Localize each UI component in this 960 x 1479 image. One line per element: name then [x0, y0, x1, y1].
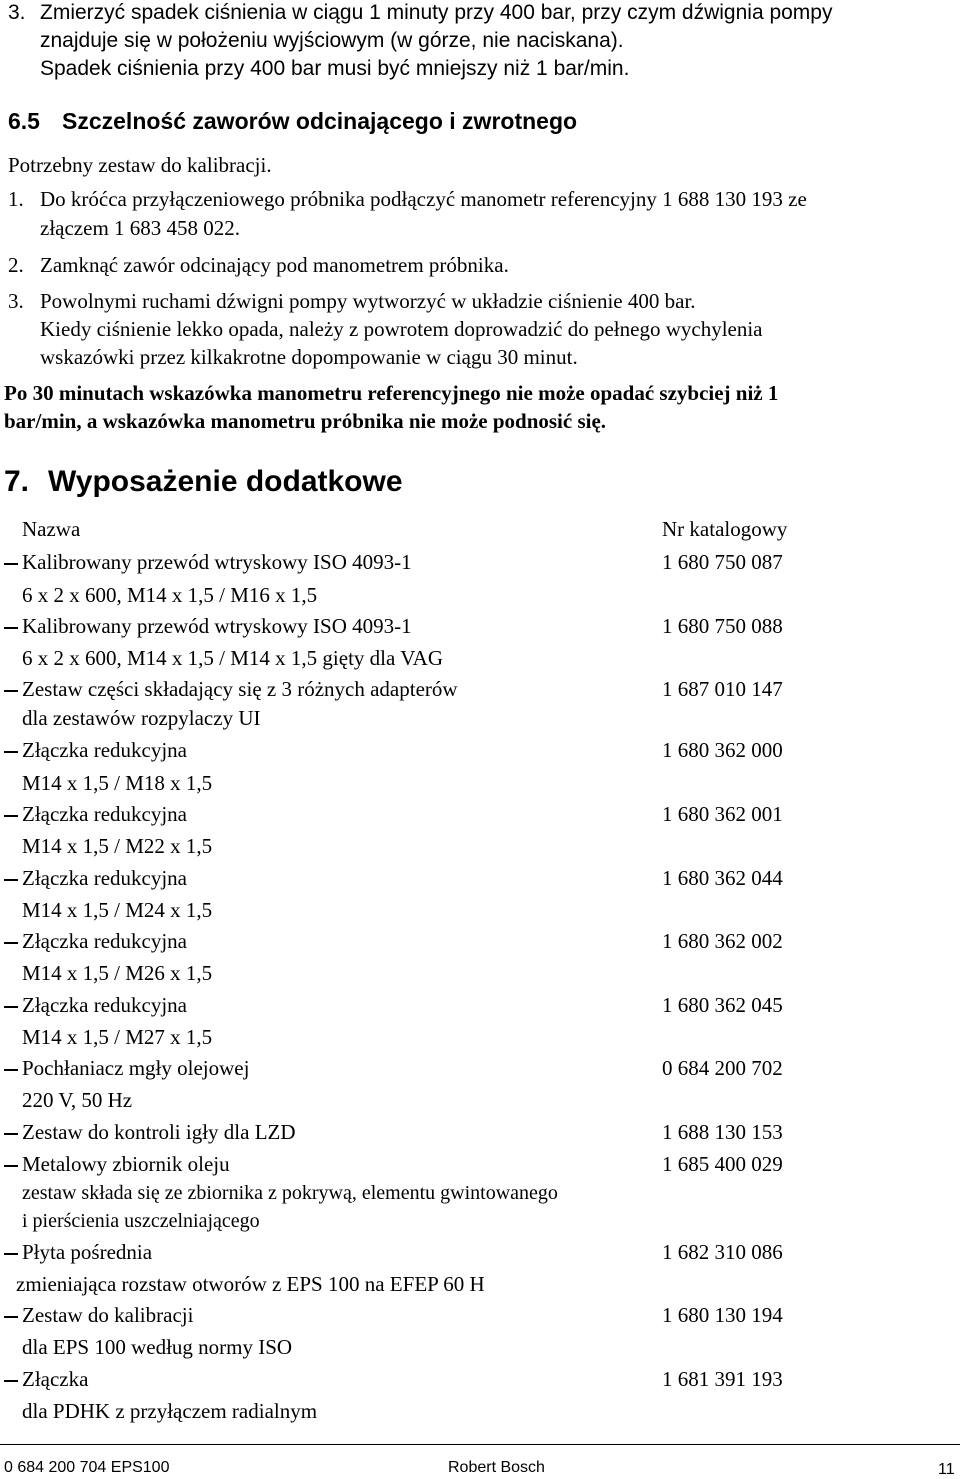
item-code: 1 680 362 001 — [662, 802, 783, 826]
dash-bullet — [4, 942, 18, 944]
item-name: Zestaw do kalibracji — [22, 1303, 194, 1327]
item-code: 1 685 400 029 — [662, 1152, 783, 1176]
step-number: 1. — [8, 187, 24, 211]
dash-bullet — [4, 1069, 18, 1071]
item-desc: 6 x 2 x 600, M14 x 1,5 / M14 x 1,5 gięty dla VAG — [22, 646, 443, 670]
item-code: 1 687 010 147 — [662, 677, 783, 701]
item-desc: M14 x 1,5 / M27 x 1,5 — [22, 1025, 213, 1049]
step-text-line: Do króćca przyłączeniowego próbnika podłączyć manometr referencyjny 1 688 130 193 ze — [40, 187, 807, 211]
item-name: Zestaw części składający się z 3 różnych adapterów — [22, 677, 458, 701]
item-desc: 220 V, 50 Hz — [22, 1088, 133, 1112]
step-text-line: Zmierzyć spadek ciśnienia w ciągu 1 minuty przy 400 bar, przy czym dźwignia pompy — [40, 1, 833, 24]
item-name: Kalibrowany przewód wtryskowy ISO 4093-1 — [22, 614, 412, 638]
dash-bullet — [4, 627, 18, 629]
item-code: 1 680 130 194 — [662, 1303, 783, 1327]
step-text-line: złączem 1 683 458 022. — [40, 216, 241, 240]
dash-bullet — [4, 1165, 18, 1167]
item-code: 1 680 750 087 — [662, 550, 783, 574]
item-name: Złączka redukcyjna — [22, 993, 187, 1017]
step-text-line: Spadek ciśnienia przy 400 bar musi być mniejszy niż 1 bar/min. — [40, 57, 630, 80]
step-number: 3. — [8, 289, 24, 313]
item-desc: M14 x 1,5 / M18 x 1,5 — [22, 771, 213, 795]
item-name: Pochłaniacz mgły olejowej — [22, 1056, 250, 1080]
item-name: Kalibrowany przewód wtryskowy ISO 4093-1 — [22, 550, 412, 574]
item-desc: dla EPS 100 według normy ISO — [22, 1335, 293, 1359]
item-desc: zmieniająca rozstaw otworów z EPS 100 na EFEP 60 H — [16, 1272, 485, 1296]
item-name: Zestaw do kontroli igły dla LZD — [22, 1120, 296, 1144]
section-intro: Potrzebny zestaw do kalibracji. — [8, 153, 272, 177]
item-desc: M14 x 1,5 / M26 x 1,5 — [22, 961, 213, 985]
item-name: Złączka — [22, 1367, 89, 1391]
step-text-line: Zamknąć zawór odcinający pod manometrem próbnika. — [40, 253, 509, 277]
dash-bullet — [4, 1133, 18, 1135]
footer-doc-id: 0 684 200 704 EPS100 — [4, 1459, 170, 1476]
dash-bullet — [4, 1380, 18, 1382]
step-text-line: wskazówki przez kilkakrotne dopompowanie w ciągu 30 minut. — [40, 345, 578, 369]
step-number: 3. — [8, 1, 26, 24]
section-number: 6.5 — [8, 108, 40, 134]
item-code: 1 680 362 000 — [662, 738, 783, 762]
dash-bullet — [4, 751, 18, 753]
dash-bullet — [4, 1316, 18, 1318]
item-desc: dla zestawów rozpylaczy UI — [22, 706, 261, 730]
step-number: 2. — [8, 253, 24, 277]
item-desc: zestaw składa się ze zbiornika z pokrywą, elementu gwintowanego — [22, 1182, 558, 1204]
dash-bullet — [4, 1253, 18, 1255]
page-number: 11 — [938, 1461, 955, 1478]
section-number: 7. — [4, 465, 30, 498]
item-code: 1 680 362 045 — [662, 993, 783, 1017]
item-name: Płyta pośrednia — [22, 1240, 153, 1264]
item-code: 1 680 362 044 — [662, 866, 783, 890]
note-line: Po 30 minutach wskazówka manometru referencyjnego nie może opadać szybciej niż 1 — [4, 381, 779, 405]
dash-bullet — [4, 563, 18, 565]
item-code: 1 688 130 153 — [662, 1120, 783, 1144]
section-title: Wyposażenie dodatkowe — [48, 465, 403, 498]
dash-bullet — [4, 690, 18, 692]
item-desc: i pierścienia uszczelniającego — [22, 1210, 260, 1232]
step-text-line: Kiedy ciśnienie lekko opada, należy z powrotem doprowadzić do pełnego wychylenia — [40, 317, 763, 341]
note-line: bar/min, a wskazówka manometru próbnika nie może podnosić się. — [4, 409, 607, 433]
step-text-line: Powolnymi ruchami dźwigni pompy wytworzyć w układzie ciśnienie 400 bar. — [40, 289, 696, 313]
item-code: 1 680 362 002 — [662, 929, 783, 953]
item-desc: M14 x 1,5 / M24 x 1,5 — [22, 898, 213, 922]
item-code: 1 680 750 088 — [662, 614, 783, 638]
section-title: Szczelność zaworów odcinającego i zwrotnego — [62, 108, 578, 134]
step-text-line: znajduje się w położeniu wyjściowym (w górze, nie naciskana). — [40, 29, 624, 52]
item-code: 1 681 391 193 — [662, 1367, 783, 1391]
dash-bullet — [4, 815, 18, 817]
item-code: 0 684 200 702 — [662, 1056, 783, 1080]
item-code: 1 682 310 086 — [662, 1240, 783, 1264]
item-name: Złączka redukcyjna — [22, 738, 187, 762]
dash-bullet — [4, 1006, 18, 1008]
footer-company: Robert Bosch — [448, 1459, 545, 1476]
footer-rule — [0, 1444, 960, 1445]
item-name: Złączka redukcyjna — [22, 866, 187, 890]
item-desc: 6 x 2 x 600, M14 x 1,5 / M16 x 1,5 — [22, 583, 318, 607]
item-desc: dla PDHK z przyłączem radialnym — [22, 1399, 318, 1423]
item-name: Metalowy zbiornik oleju — [22, 1152, 230, 1176]
item-desc: M14 x 1,5 / M22 x 1,5 — [22, 834, 213, 858]
column-header-name: Nazwa — [22, 517, 81, 541]
item-name: Złączka redukcyjna — [22, 929, 187, 953]
column-header-code: Nr katalogowy — [662, 517, 788, 541]
item-name: Złączka redukcyjna — [22, 802, 187, 826]
dash-bullet — [4, 879, 18, 881]
